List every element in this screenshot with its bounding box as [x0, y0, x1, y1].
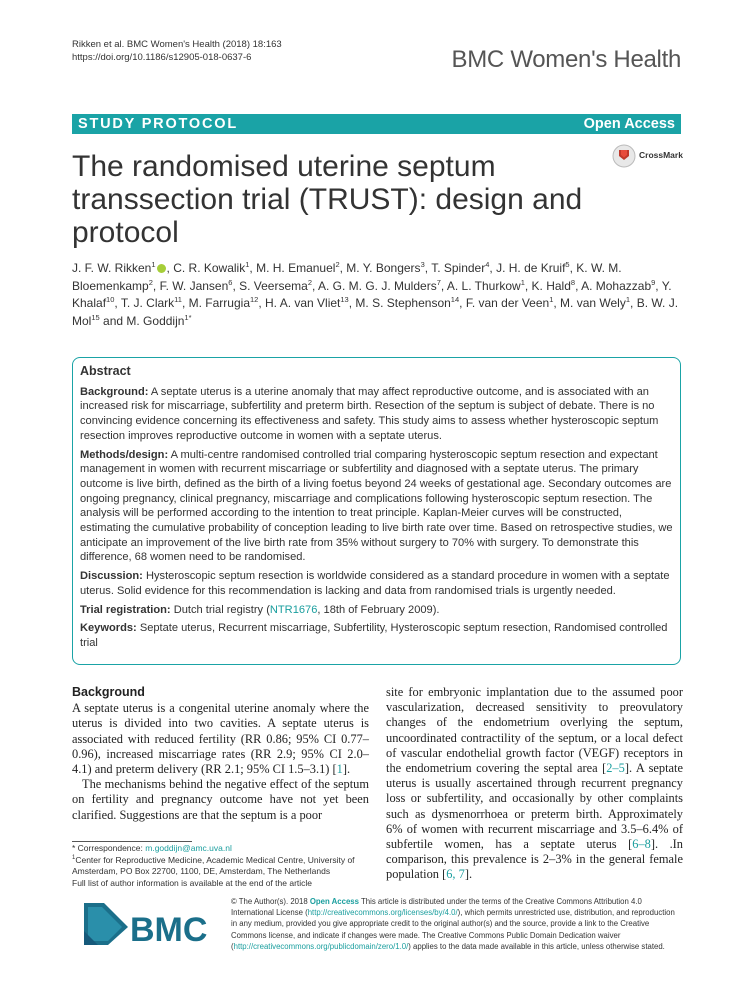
correspondence	[72, 843, 372, 855]
abstract-keywords	[80, 621, 673, 650]
abstract-text: A multi-centre randomised controlled trial comparing hysteroscopic septum resection and expectant management in women with recurrent miscarriage or subfertility and diagnosed with a septate uterus. The primary outcome is live birth, defined as the birth of a living foetus beyond 24 weeks of gestational age. Secondary outcomes are ongoing pregnancy, clinical pregnancy, miscarriage and complications following hysteroscopic septum resection. The analysis will be performed according to the intention to treat principle. Kaplan-Meier curves will be constructed, estimating the cumulative probability of conception leading to live birth rate over time. Based on retrospective studies, we anticipate an improvement of the live birth rate from 35% without surgery to 70% with surgery. To demonstrate this difference, 68 women need to be randomised.	[80, 448, 673, 564]
affiliation	[72, 855, 372, 878]
author-affiliation-marker: 1	[625, 295, 631, 305]
abstract-box	[72, 357, 681, 665]
author-name: Y. Khalaf	[72, 278, 672, 311]
body-paragraph: The mechanisms behind the negative effect of the septum on fertility and pregnancy outcome have not yet been clarified. Suggestions are that the septum is a poor	[72, 777, 369, 822]
author-affiliation-marker: 10	[106, 295, 115, 305]
abstract-label: Keywords:	[80, 622, 137, 635]
abstract-label: Methods/design:	[80, 448, 169, 461]
author-name: M. H. Emanuel	[256, 261, 336, 275]
abstract-label: Discussion:	[80, 570, 143, 583]
author-affiliation-marker: 2	[335, 260, 340, 269]
body-text: A septate uterus is a congenital uterine anomaly where the uterus is divided into two cavities. A septate uterus is associated with reduced fertility (RR 0.86; 95% CI 0.77–0.96), increased miscarriage rates (RR 2.9; 95% CI 2.0–4.1) and preterm delivery (RR 2.1; 95% CI 1.5–3.1) [	[72, 701, 369, 777]
crossmark-badge[interactable]	[612, 144, 684, 170]
author-affiliation-marker: 7	[436, 277, 441, 287]
author-name: H. A. van Vliet	[265, 296, 341, 311]
license-body: ), which permits unrestricted use, distribution, and reproduction in any medium, provided you give appropriate credit to the original author(s) and the source, provide a link to the Creative Commons license, and indicate if changes were made. The Creative Commons Public Domain Dedication waiver (	[231, 908, 675, 951]
abstract-text: Dutch trial registry (	[173, 603, 270, 616]
abstract-label: Background:	[80, 385, 149, 398]
author-name: M. S. Stephenson	[355, 296, 451, 311]
bmc-logo-text: BMC	[130, 911, 208, 949]
affiliation-marker: 1	[72, 854, 76, 861]
article-title: The randomised uterine septum transsection trial (TRUST): design and protocol	[72, 150, 583, 249]
orcid-icon[interactable]	[157, 264, 166, 273]
author-name: F. van der Veen	[465, 296, 550, 311]
author-affiliation-marker: 2	[148, 277, 153, 287]
journal-name: BMC Women's Health	[451, 46, 681, 73]
author-name: K. Hald	[531, 278, 571, 293]
body-text: site for embryonic implantation due to the assumed poor vascularization, decreased sensitivity to preovulatory changes of the endometrium overlying the septum, uncoordinated contractility of the septum, or a local defect of vascular endothelial growth factor (VEGF) receptors in the endometrium covering the septal area [	[386, 685, 683, 776]
license-copyright: © The Author(s). 2018	[231, 897, 310, 906]
author-affiliation-marker: 11	[174, 295, 182, 305]
author-affiliation-marker: 1	[520, 277, 525, 287]
abstract-text: A septate uterus is a uterine anomaly that may affect reproductive outcome, and is associated with an increased risk for miscarriage, subfertility and preterm birth. Resection of the septum is subject of debate. There is no convincing evidence concerning its effectiveness and safety. This study aims to assess whether hysteroscopic septum resection improves reproductive outcome in women with a septate uterus.	[80, 385, 659, 442]
citation-ref-link[interactable]: 6–8	[632, 837, 651, 852]
author-name: B. W. J. Mol	[72, 296, 679, 328]
author-affiliation-marker: 3	[420, 260, 425, 269]
abstract-trial-registration	[80, 603, 673, 618]
citation-ref-link[interactable]: 2–5	[606, 761, 625, 776]
correspondence-email-link[interactable]: m.goddijn@amc.uva.nl	[145, 843, 232, 853]
citation-ref-link[interactable]: 1	[336, 762, 343, 777]
citation-block	[72, 38, 282, 64]
author-name: M. Farrugia	[188, 296, 250, 311]
author-affiliation-marker: 1	[245, 260, 250, 269]
license-body: This article is distributed under the terms of the Creative Commons Attribution 4.0 International License (	[231, 897, 642, 918]
abstract-heading: Abstract	[80, 364, 131, 378]
doi-link[interactable]: https://doi.org/10.1186/s12905-018-0637-6	[72, 52, 252, 63]
author-name: S. Veersema	[239, 278, 308, 293]
footnote-divider	[72, 841, 192, 842]
body-paragraph	[72, 701, 369, 777]
open-access-label: Open Access	[583, 116, 675, 132]
trial-registry-link[interactable]: NTR1676	[269, 603, 318, 616]
bmc-logo	[84, 901, 208, 949]
license-text	[231, 896, 683, 952]
full-author-info-note: Full list of author information is available at the end of the article	[72, 877, 313, 888]
section-heading-background: Background	[72, 685, 145, 699]
body-text: ]. .In comparison, this prevalence is 2–3% in the general female population [	[386, 837, 683, 882]
author-name: T. Spinder	[431, 261, 486, 275]
abstract-text: Hysteroscopic septum resection is worldwide considered as a standard procedure in women with a septate uterus. Solid evidence for this recommendation is lacking and data from randomised trials is urgently needed.	[80, 570, 670, 597]
author-name: J. H. de Kruif	[496, 261, 566, 275]
author-affiliation-marker: 9	[651, 277, 656, 287]
author-name: J. F. W. Rikken	[72, 261, 152, 275]
author-affiliation-marker: 13	[340, 295, 349, 305]
license-link-zero[interactable]: http://creativecommons.org/publicdomain/zero/1.0/	[233, 941, 409, 951]
body-text: ].	[464, 867, 473, 882]
license-body: ) applies to the data made available in this article, unless otherwise stated.	[408, 941, 665, 951]
author-affiliation-marker: 1	[151, 260, 156, 269]
body-text: ]. A septate uterus is usually ascertained through recurrent pregnancy loss or subfertility, and occasionally by other complaints such as dysmenorrhoea or preterm birth. Approximately 6% of women with recurrent miscarriage and 3.5–6.4% of subfertile women, has a septate uterus [	[386, 761, 683, 852]
body-text: ].	[342, 762, 351, 777]
crossmark-label: CrossMark	[639, 150, 683, 160]
affiliation-text: Center for Reproductive Medicine, Academic Medical Centre, University of Amsterdam, PO Box 22700, 1100, DE, Amsterdam, The Netherlands	[72, 854, 355, 876]
author-name: C. R. Kowalik	[173, 261, 246, 275]
author-affiliation-marker: 8	[570, 277, 576, 287]
author-name: M. Y. Bongers	[346, 261, 421, 275]
correspondence-label: * Correspondence:	[72, 843, 146, 853]
author-name: F. W. Jansen	[159, 278, 229, 293]
author-name: M. Goddijn	[126, 313, 185, 328]
abstract-label: Trial registration:	[80, 603, 171, 616]
footnotes	[72, 843, 372, 889]
license-open-access: Open Access	[309, 897, 359, 906]
author-affiliation-marker: 1	[549, 295, 554, 305]
abstract-background	[80, 385, 673, 444]
author-affiliation-marker: 14	[450, 295, 460, 305]
author-name: M. van Wely	[560, 296, 626, 311]
author-name: A. G. M. G. J. Mulders	[318, 278, 437, 293]
author-list: J. F. W. Rikken$^1$ , C. R. Kowalik$^1$, M. H. Emanuel$^2$, M. Y. Bongers$^3$, T. Spinder$^4$, J. H. de Kruif$^5$, K. W. M. Bloemenkamp$^2$, F. W. Jansen$^6$, S. Veersema$^2$, A. G. M. G. J. Mulders$^7$, A. L. Thurkow$^1$, K. Hald$^8$, A. Mohazzab$^9$, Y. Khalaf$^{10}$, T. J. Clark$^{11}$, M. Farrugia$^{12}$, H. A. van Vliet$^{13}$, M. S. Stephenson$^{14}$, F. van der Veen$^1$, M. van Wely$^1$, B. W. J. Mol$^{15}$ and M. Goddijn$^{1*}$	[72, 260, 679, 328]
citation-ref-link[interactable]: 6, 7	[446, 867, 465, 882]
article-type-label: STUDY PROTOCOL	[78, 116, 239, 132]
crossmark-icon	[612, 144, 636, 168]
citation-line: Rikken et al. BMC Women's Health (2018) 18:163	[72, 39, 282, 50]
abstract-text: , 18th of February 2009).	[317, 603, 440, 616]
author-affiliation-marker: 4	[485, 260, 490, 269]
keywords-text: Septate uterus, Recurrent miscarriage, Subfertility, Hysteroscopic septum resection, Randomised controlled trial	[80, 622, 668, 649]
body-column-right	[386, 685, 683, 883]
license-link-by[interactable]: http://creativecommons.org/licenses/by/4.0/	[307, 908, 458, 918]
abstract-discussion	[80, 569, 673, 598]
body-paragraph	[386, 685, 683, 883]
author-affiliation-marker: 12	[250, 295, 259, 305]
author-affiliation-marker: 1*	[184, 312, 192, 322]
abstract-content	[80, 364, 673, 655]
author-affiliation-marker: 2	[307, 277, 312, 287]
body-column-left	[72, 685, 369, 823]
article-type-banner	[72, 114, 681, 134]
author-affiliation-marker: 15	[91, 312, 100, 322]
author-name: A. L. Thurkow	[446, 278, 521, 293]
author-affiliation-marker: 5	[565, 260, 570, 269]
author-name: A. Mohazzab	[581, 278, 652, 293]
author-name: T. J. Clark	[120, 296, 175, 311]
author-name: K. W. M. Bloemenkamp	[72, 261, 622, 293]
author-affiliation-marker: 6	[228, 277, 233, 287]
abstract-methods	[80, 448, 673, 566]
